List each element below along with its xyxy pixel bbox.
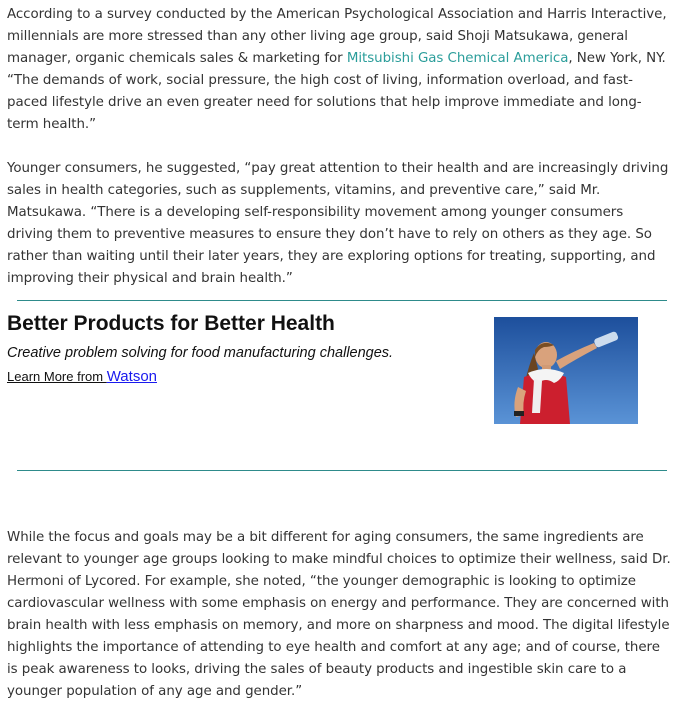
mitsubishi-gas-chemical-link[interactable]: Mitsubishi Gas Chemical America — [346, 51, 569, 66]
promo-learn-more-label[interactable]: Learn More from — [7, 369, 107, 384]
promo-image-woman-drinking-water[interactable] — [494, 317, 638, 424]
promo-divider-top — [17, 300, 667, 301]
watson-link[interactable]: Watson — [106, 368, 157, 385]
promo-divider-bottom — [17, 470, 667, 471]
paragraph-survey-text-end: , New York, NY. “The demands of work, social pressure, the high cost of living, information overload, and fast-paced lifestyle drive an even greater need for solutions that help improve immediate and long-term health.” — [7, 51, 666, 132]
promo-subtitle: Creative problem solving for food manufacturing challenges. — [7, 345, 394, 361]
promo-learn-more — [7, 368, 157, 385]
promo-title: Better Products for Better Health — [7, 312, 335, 335]
sponsored-promo-block — [7, 312, 667, 432]
promo-photo-illustration — [494, 317, 638, 424]
paragraph-aging-consumers: While the focus and goals may be a bit different for aging consumers, the same ingredients are relevant to younger age groups looking to make mindful choices to optimize their wellness, said Dr. Hermoni of Lycored. For example, she noted, “the younger demographic is looking to optimize cardiovascular wellness with some emphasis on energy and performance. They are concerned with brain health with less emphasis on memory, and more on sharpness and mood. The digital lifestyle highlights the importance of attending to eye health and comfort at any age; and of course, there is peak awareness to looks, driving the sales of beauty products and ingestible skin care to a younger population of any age and gender.” — [7, 530, 671, 699]
paragraph-survey-text-start: According to a survey conducted by the American Psychological Association and Harris Interactive, millennials are more stressed than any other living age group, said Shoji Matsukawa, general manager, organic chemicals sales & marketing for — [7, 7, 667, 66]
paragraph-survey — [7, 4, 671, 136]
paragraph-younger-consumers: Younger consumers, he suggested, “pay great attention to their health and are increasingly driving sales in health categories, such as supplements, vitamins, and preventive care,” said Mr. Matsukawa. “There is a developing self-responsibility movement among younger consumers driving them to preventive measures to ensure they don’t have to rely on others as they age. So rather than waiting until their later years, they are exploring options for treating, supporting, and improving their physical and brain health.” — [7, 161, 669, 286]
